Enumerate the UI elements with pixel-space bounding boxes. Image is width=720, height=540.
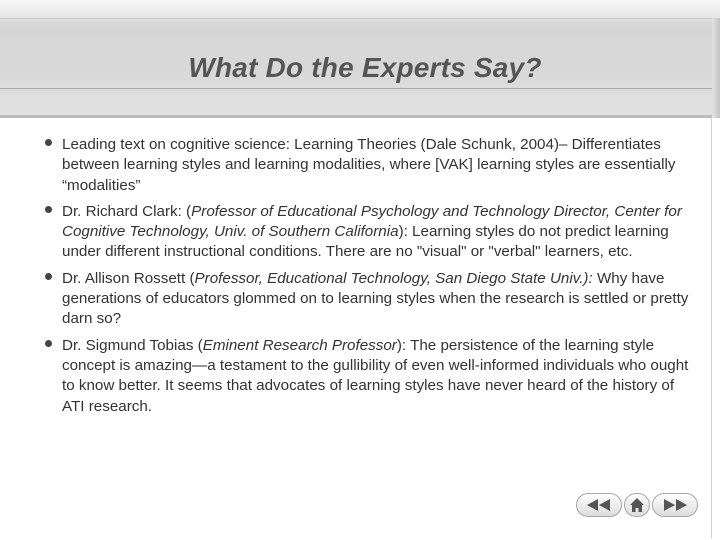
bullet-dot — [45, 206, 52, 213]
bullet-dot — [45, 340, 52, 347]
bullet-text: Leading text on cognitive science: Learning Theories (Dale Schunk, 2004)– Differentiates between learning styles and learning modalities, where [VAK] learning styles are essentially “modalities” — [62, 136, 676, 194]
bullet-item — [44, 135, 694, 196]
bullet-text-italic: Eminent Research Professor — [202, 336, 397, 354]
rewind-icon — [586, 499, 612, 511]
bullet-dot — [45, 273, 52, 280]
home-button[interactable] — [624, 493, 650, 517]
bullet-item — [44, 202, 694, 263]
previous-slide-button[interactable] — [576, 493, 622, 517]
bullet-text: Why have generations of educators glommed on to learning styles when the research is settled or pretty darn so? — [62, 269, 689, 328]
fast-forward-icon — [662, 499, 688, 511]
bullet-item — [44, 336, 694, 417]
home-icon — [629, 497, 645, 513]
bullet-list — [44, 135, 694, 423]
bullet-text: Dr. Allison Rossett ( — [62, 269, 195, 287]
bullet-item — [44, 269, 694, 330]
bullet-text-italic: Professor, Educational Technology, San Diego State Univ.): — [194, 269, 593, 287]
header-top-band — [0, 0, 720, 19]
bullet-text: Dr. Richard Clark: ( — [62, 202, 192, 220]
bullet-text: ): The persistence of the learning style concept is amazing—a testament to the gullibility of even well-informed individuals who ought to know better. It seems that advocates of learning styles have never heard of the history of ATI research. — [62, 336, 689, 415]
bullet-text: ): Learning styles do not predict learning under different instructional conditions. There are no "visual" or "verbal" learners, etc. — [62, 223, 669, 261]
bullet-text: Dr. Sigmund Tobias ( — [62, 336, 203, 354]
header-divider — [0, 88, 712, 89]
slide-title: What Do the Experts Say? — [188, 52, 542, 83]
bullet-dot — [45, 139, 52, 146]
next-slide-button[interactable] — [652, 493, 698, 517]
bullet-text-italic: Professor of Educational Psychology and Technology Director, Center for Cognitive Technology, Univ. of Southern California — [62, 202, 682, 241]
